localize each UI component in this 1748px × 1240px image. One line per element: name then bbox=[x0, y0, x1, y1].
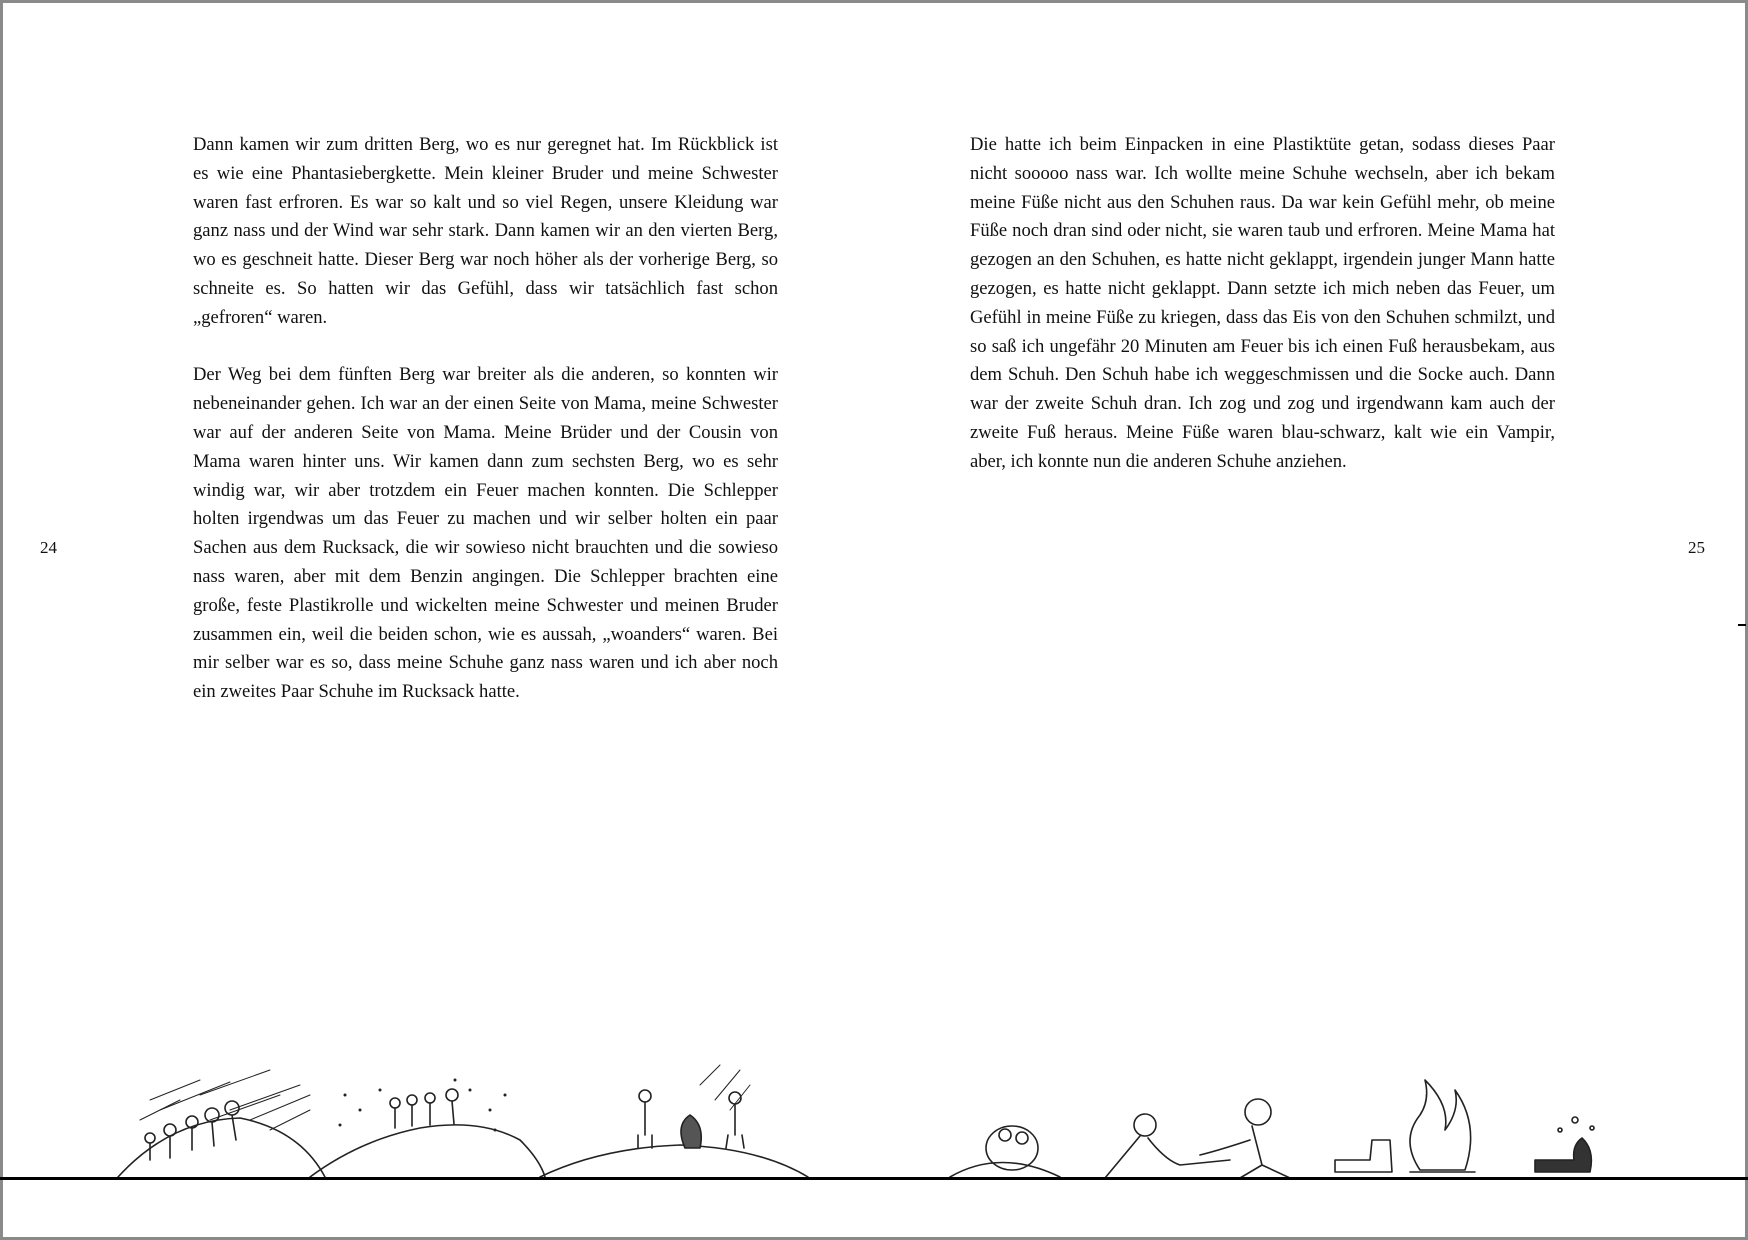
huddled-group-illustration bbox=[950, 1126, 1060, 1177]
snow-hill-illustration bbox=[310, 1079, 545, 1178]
book-spread bbox=[3, 3, 1745, 1237]
rain-hill-illustration bbox=[118, 1070, 325, 1177]
frozen-foot-illustration bbox=[1535, 1117, 1594, 1172]
left-paragraph-1: Dann kamen wir zum dritten Berg, wo es nur geregnet hat. Im Rückblick ist es wie eine Phantasiebergkette. Mein kleiner Bruder und meine Schwester waren fast erfroren. Es war so kalt und so viel Regen, unsere Kleidung war ganz nass und der Wind war sehr stark. Dann kamen wir an den vierten Berg, wo es geschneit hatte. Dieser Berg war noch höher als der vorherige Berg, so schneite es. So hatten wir das Gefühl, dass wir tatsächlich fast schon „gefroren“ waren. bbox=[193, 134, 778, 328]
page-number-right: 25 bbox=[1688, 538, 1705, 557]
pulling-shoes-illustration bbox=[1105, 1099, 1290, 1178]
right-page-text bbox=[970, 131, 1555, 505]
crop-mark bbox=[1738, 624, 1746, 626]
boot-and-fire-illustration bbox=[1335, 1080, 1475, 1172]
ground-line bbox=[0, 1177, 1748, 1180]
page-number-left: 24 bbox=[40, 538, 57, 557]
left-page-text bbox=[193, 131, 778, 736]
fire-hill-illustration bbox=[540, 1065, 808, 1177]
left-paragraph-2: Der Weg bei dem fünften Berg war breiter als die anderen, so konnten wir nebeneinander gehen. Ich war an der einen Seite von Mama, meine Schwester war auf der anderen Seite von Mama. Meine Brüder und der Cousin von Mama waren hinter uns. Wir kamen dann zum sechsten Berg, wo es sehr windig war, wir aber trotzdem ein Feuer machen konnten. Die Schlepper holten irgendwas um das Feuer zu machen und wir selber holten ein paar Sachen aus dem Rucksack, die wir sowieso nicht brauchten und die sowieso nass waren, aber mit dem Benzin angingen. Die Schlepper brachten eine große, feste Plastikrolle und wickelten meine Schwester und meinen Bruder zusammen ein, weil die beiden schon, wie es aussah, „woanders“ waren. Bei mir selber war es so, dass meine Schuhe ganz nass waren und ich aber noch ein zweites Paar Schuhe im Rucksack hatte. bbox=[193, 364, 778, 703]
right-paragraph-1: Die hatte ich beim Einpacken in eine Plastiktüte getan, sodass dieses Paar nicht sooooo nass war. Ich wollte meine Schuhe wechseln, aber ich bekam meine Füße nicht aus den Schuhen raus. Da war kein Gefühl mehr, ob meine Füße noch dran sind oder nicht, sie waren taub und erfroren. Meine Mama hat gezogen an den Schuhen, es hatte nicht geklappt, irgendein junger Mann hatte gezogen, es hatte nicht geklappt. Dann setzte ich mich neben das Feuer, um Gefühl in meine Füße zu kriegen, dass das Eis von den Schuhen schmilzt, und so saß ich ungefähr 20 Minuten am Feuer bis ich einen Fuß herausbekam, aus dem Schuh. Den Schuh habe ich weggeschmissen und die Socke auch. Dann war der zweite Schuh dran. Ich zog und zog und irgendwann kam auch der zweite Fuß heraus. Meine Füße waren blau-schwarz, kalt wie ein Vampir, aber, ich konnte nun die anderen Schuhe anziehen. bbox=[970, 134, 1555, 472]
illustration-strip bbox=[0, 1055, 1748, 1185]
